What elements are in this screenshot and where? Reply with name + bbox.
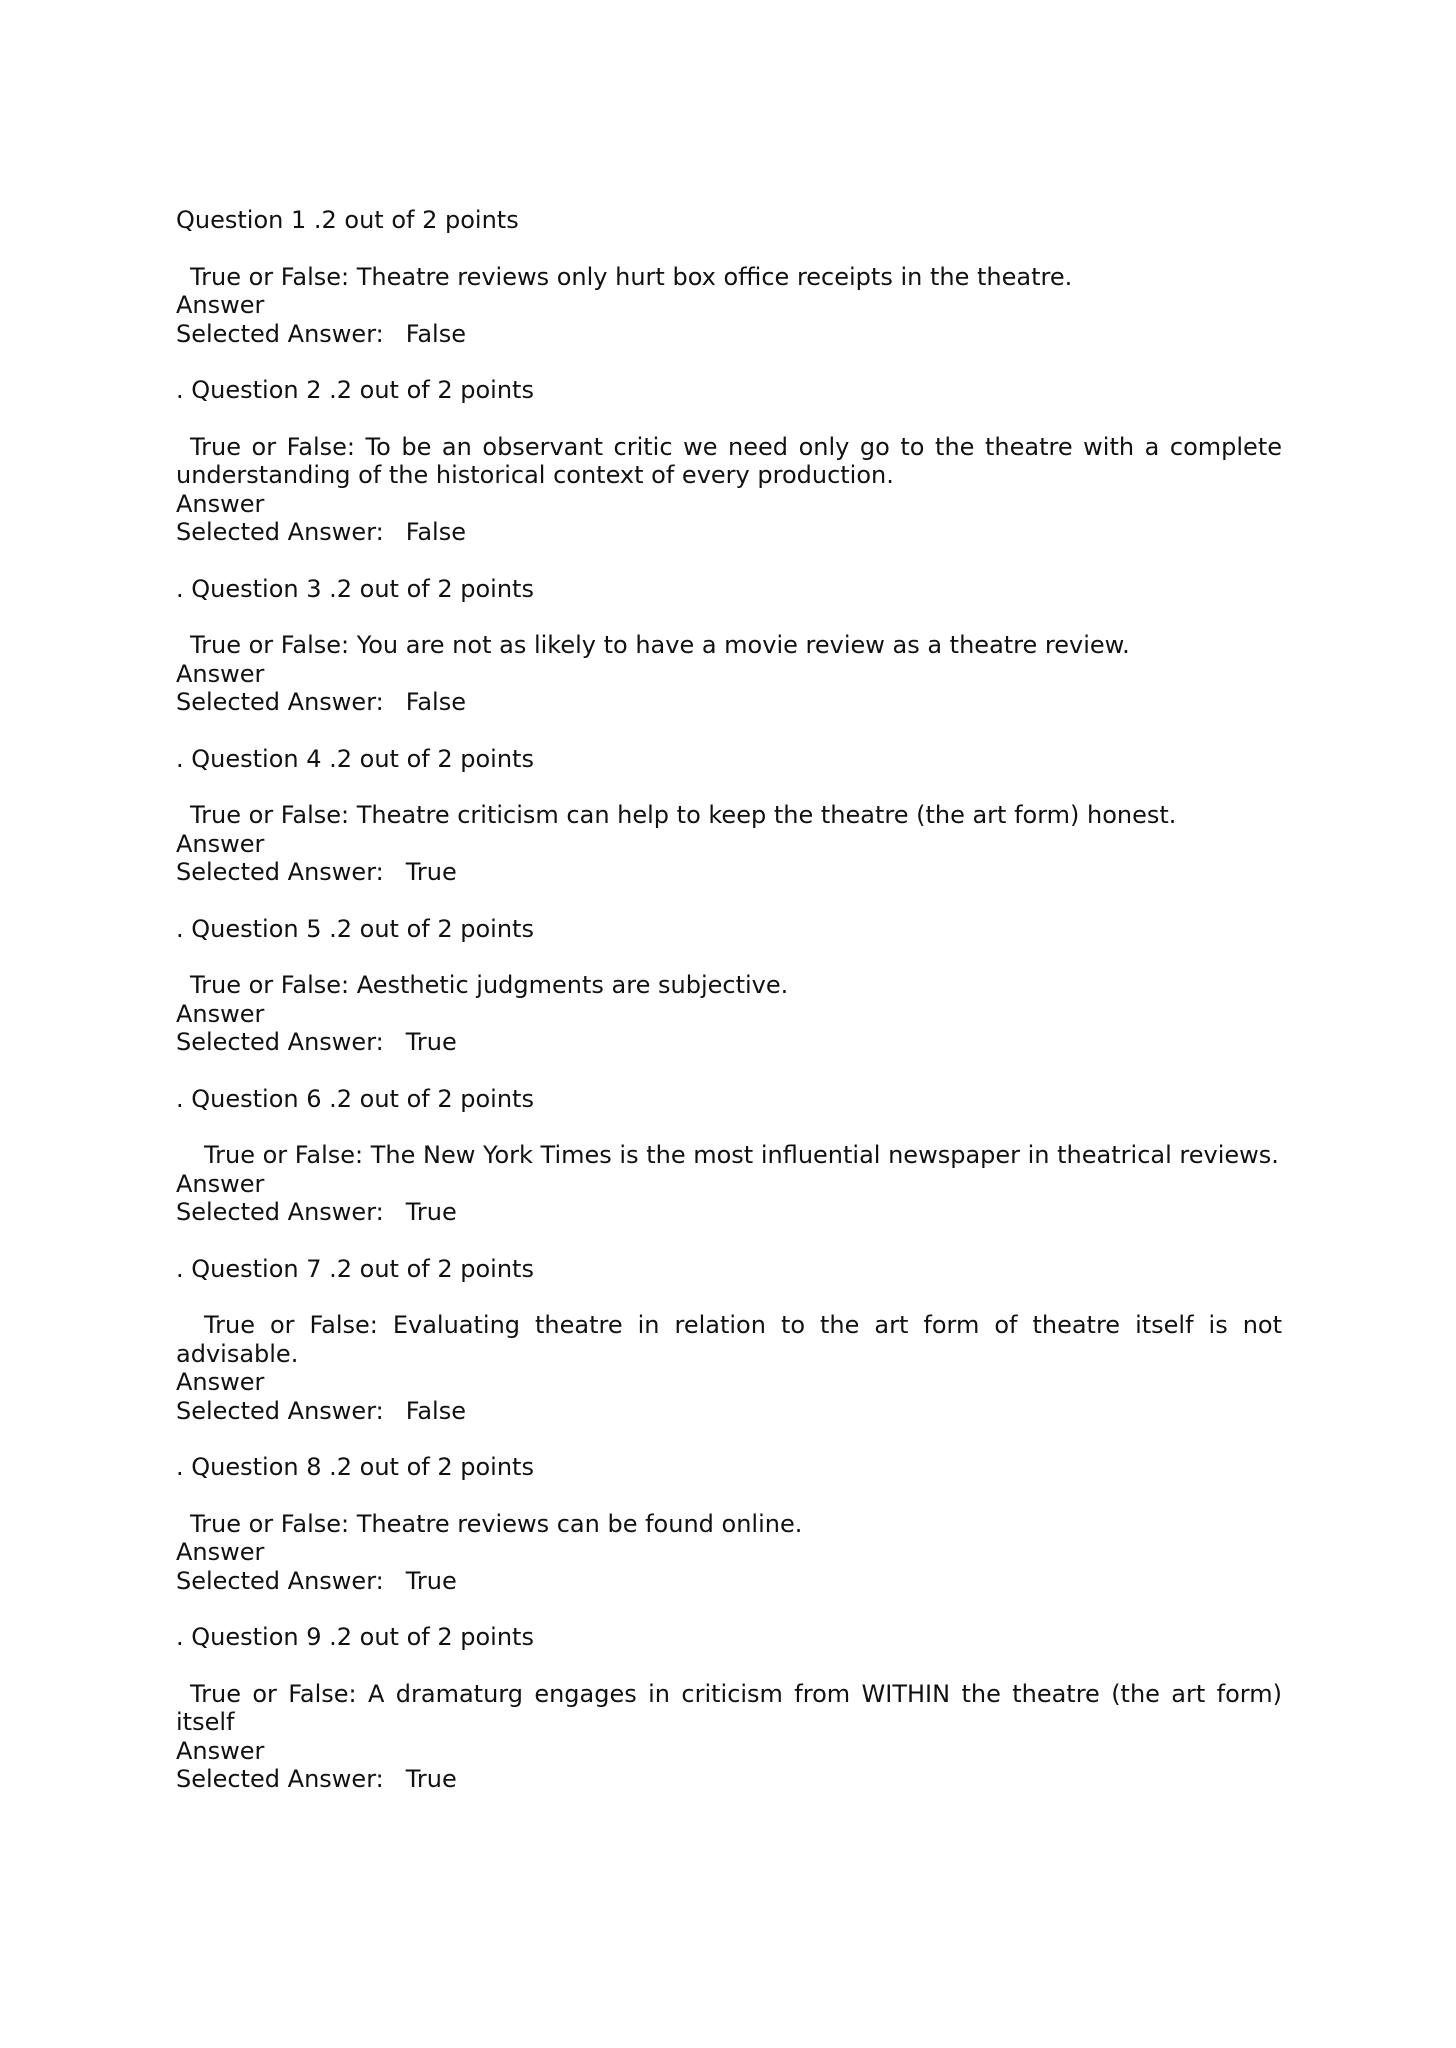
selected-answer-value: True	[405, 1028, 457, 1056]
question-header: . Question 7 .2 out of 2 points	[176, 1254, 534, 1283]
question-text: True or False: The New York Times is the most influential newspaper in theatrical reviews.	[204, 1141, 1279, 1169]
selected-answer-label: Selected Answer:	[176, 1765, 384, 1793]
selected-answer	[176, 1028, 1282, 1057]
selected-answer-value: True	[405, 1198, 457, 1226]
selected-answer-label: Selected Answer:	[176, 1198, 384, 1226]
selected-answer-value: False	[405, 319, 466, 348]
question-text: True or False: You are not as likely to have a movie review as a theatre review.	[190, 631, 1130, 659]
question-text: True or False: Theatre criticism can help to keep the theatre (the art form) honest.	[190, 801, 1177, 829]
question-text: True or False: Evaluating theatre in relation to the art form of theatre itself is not advisable.	[176, 1311, 1282, 1368]
selected-answer-value: True	[405, 1765, 457, 1793]
selected-answer-value: False	[405, 688, 466, 716]
question-block-8	[176, 1453, 1282, 1595]
question-text: True or False: Theatre reviews can be found online.	[190, 1509, 803, 1538]
question-header: . Question 2 .2 out of 2 points	[176, 376, 534, 404]
question-text: True or False: Theatre reviews only hurt box office receipts in the theatre.	[190, 262, 1073, 291]
selected-answer-label: Selected Answer:	[176, 688, 384, 716]
selected-answer-value: False	[405, 1396, 466, 1425]
selected-answer	[176, 1765, 1282, 1794]
selected-answer-value: True	[405, 1566, 457, 1595]
selected-answer-label: Selected Answer:	[176, 319, 384, 348]
question-header: . Question 3 .2 out of 2 points	[176, 574, 534, 603]
selected-answer-label: Selected Answer:	[176, 1566, 384, 1595]
question-header: . Question 5 .2 out of 2 points	[176, 914, 534, 943]
question-block-1	[176, 206, 1282, 348]
question-block-4	[176, 745, 1282, 887]
selected-answer	[176, 1567, 1282, 1596]
question-text: True or False: Aesthetic judgments are subjective.	[190, 971, 789, 999]
question-block-5	[176, 915, 1282, 1057]
answer-label: Answer	[176, 1538, 265, 1566]
selected-answer	[176, 320, 1282, 349]
question-header: . Question 4 .2 out of 2 points	[176, 744, 534, 773]
selected-answer	[176, 1397, 1282, 1426]
selected-answer-value: True	[405, 858, 457, 886]
question-block-9	[176, 1623, 1282, 1794]
answer-label: Answer	[176, 659, 265, 688]
selected-answer-label: Selected Answer:	[176, 1028, 384, 1056]
question-header: . Question 6 .2 out of 2 points	[176, 1084, 534, 1113]
answer-label: Answer	[176, 1736, 265, 1765]
quiz-results-document	[176, 206, 1282, 1794]
question-header: . Question 8 .2 out of 2 points	[176, 1453, 534, 1481]
selected-answer	[176, 1198, 1282, 1227]
question-text: True or False: To be an observant critic we need only go to the theatre with a complete understanding of the historical context of every production.	[176, 432, 1282, 489]
question-header: . Question 9 .2 out of 2 points	[176, 1623, 534, 1651]
answer-label: Answer	[176, 1169, 265, 1198]
question-block-6	[176, 1085, 1282, 1227]
question-block-2	[176, 376, 1282, 547]
answer-label: Answer	[176, 291, 265, 319]
question-block-7	[176, 1255, 1282, 1426]
selected-answer-label: Selected Answer:	[176, 858, 384, 886]
selected-answer	[176, 518, 1282, 547]
answer-label: Answer	[176, 829, 265, 858]
selected-answer-value: False	[405, 518, 466, 546]
selected-answer	[176, 688, 1282, 717]
question-header: Question 1 .2 out of 2 points	[176, 206, 519, 234]
selected-answer-label: Selected Answer:	[176, 518, 384, 546]
answer-label: Answer	[176, 489, 265, 518]
selected-answer-label: Selected Answer:	[176, 1396, 384, 1425]
question-text: True or False: A dramaturg engages in criticism from WITHIN the theatre (the art form) itself	[176, 1679, 1282, 1736]
selected-answer	[176, 858, 1282, 887]
answer-label: Answer	[176, 1368, 265, 1396]
answer-label: Answer	[176, 999, 265, 1028]
question-block-3	[176, 575, 1282, 717]
